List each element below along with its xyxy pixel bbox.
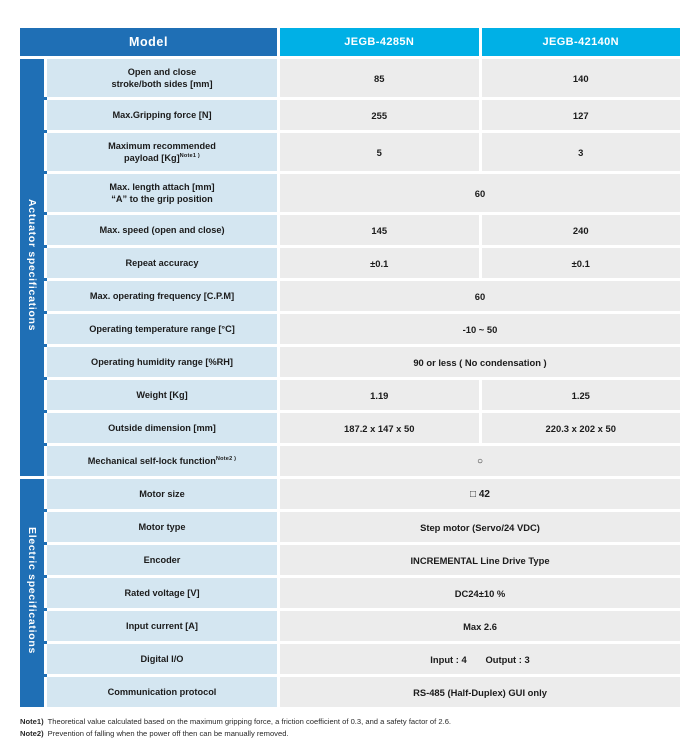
spec-value-column-1: 85 [280,59,479,97]
header-model-column-1: JEGB-4285N [280,28,479,56]
spec-label: Input current [A] [47,611,277,641]
spec-label: Operating temperature range [°C] [47,314,277,344]
footnote-marker: Note2 ) [215,455,237,462]
spec-label: Operating humidity range [%RH] [47,347,277,377]
spec-value-merged: DC24±10 % [280,578,680,608]
table-row [20,100,680,130]
spec-value-merged: INCREMENTAL Line Drive Type [280,545,680,575]
spec-value-merged: Input : 4 Output : 3 [280,644,680,674]
spec-value-merged: 60 [280,281,680,311]
spec-value-merged: Step motor (Servo/24 VDC) [280,512,680,542]
spec-value-column-1: 5 [280,133,479,171]
spec-value-merged: 90 or less ( No condensation ) [280,347,680,377]
table-row [20,545,680,575]
spec-label: Mechanical self-lock function$^{Note2 )}$ [47,446,277,476]
spec-label: Max. operating frequency [C.P.M] [47,281,277,311]
spec-label: Max. speed (open and close) [47,215,277,245]
spec-value-merged: ○ [280,446,680,476]
spec-label: Repeat accuracy [47,248,277,278]
footnote-1 [20,716,680,728]
spec-value-column-1: 187.2 x 147 x 50 [280,413,479,443]
spec-label: Open and close stroke/both sides [mm] [47,59,277,97]
footnotes-block [20,716,680,740]
spec-value-merged: 60 [280,174,680,212]
section-band-label: Actuator specifications [26,198,38,332]
table-row [20,512,680,542]
spec-value-column-1: 255 [280,100,479,130]
table-row [20,611,680,641]
spec-label: Max.Gripping force [N] [47,100,277,130]
spec-value-column-1: 1.19 [280,380,479,410]
header-model-column-2: JEGB-42140N [482,28,681,56]
footnote-marker: Note1 ) [179,152,200,159]
table-row [20,314,680,344]
spec-value-column-2: 220.3 x 202 x 50 [482,413,681,443]
footnote-2 [20,728,680,740]
spec-label: Rated voltage [V] [47,578,277,608]
table-row [20,248,680,278]
footnote-key: Note2) [20,728,44,738]
spec-label: Maximum recommended payload $[Kg]^{Note1 )}$ [47,133,277,171]
spec-value-merged: Max 2.6 [280,611,680,641]
spec-value-column-2: 240 [482,215,681,245]
section-band-2 [20,479,44,707]
spec-value-column-2: 127 [482,100,681,130]
spec-label: Digital I/O [47,644,277,674]
spec-value-merged: -10 ~ 50 [280,314,680,344]
table-row [20,578,680,608]
spec-value-merged: □ 42 [280,479,680,509]
section-band-label: Electric specifications [26,527,38,654]
table-row [20,413,680,443]
spec-value-column-1: ±0.1 [280,248,479,278]
table-header-row [20,28,680,56]
spec-value-column-1: 145 [280,215,479,245]
specification-table [20,28,680,707]
footnote-text: Prevention of falling when the power off then can be manually removed. [47,728,289,738]
footnote-text: Theoretical value calculated based on the maximum gripping force, a friction coefficient of 0.3, and a safety factor of 2.6. [47,717,452,726]
table-row [20,644,680,674]
spec-label: Weight [Kg] [47,380,277,410]
table-row [20,380,680,410]
spec-value-column-2: ±0.1 [482,248,681,278]
spec-value-column-2: 3 [482,133,681,171]
table-row [20,281,680,311]
header-model-label: Model [20,28,277,56]
table-row [20,133,680,171]
spec-label: Motor size [47,479,277,509]
table-row [20,174,680,212]
table-row [20,347,680,377]
section-band-1 [20,59,44,476]
spec-label: Outside dimension [mm] [47,413,277,443]
table-row [20,59,680,97]
spec-label: Max. length attach [mm] “A” to the grip position [47,174,277,212]
table-row [20,479,680,509]
table-row [20,215,680,245]
table-row [20,677,680,707]
spec-label: Encoder [47,545,277,575]
table-row [20,446,680,476]
spec-label: Motor type [47,512,277,542]
spec-value-column-2: 1.25 [482,380,681,410]
spec-value-merged: RS-485 (Half-Duplex) GUI only [280,677,680,707]
spec-label: Communication protocol [47,677,277,707]
footnote-key: Note1) [20,717,44,726]
spec-value-column-2: 140 [482,59,681,97]
